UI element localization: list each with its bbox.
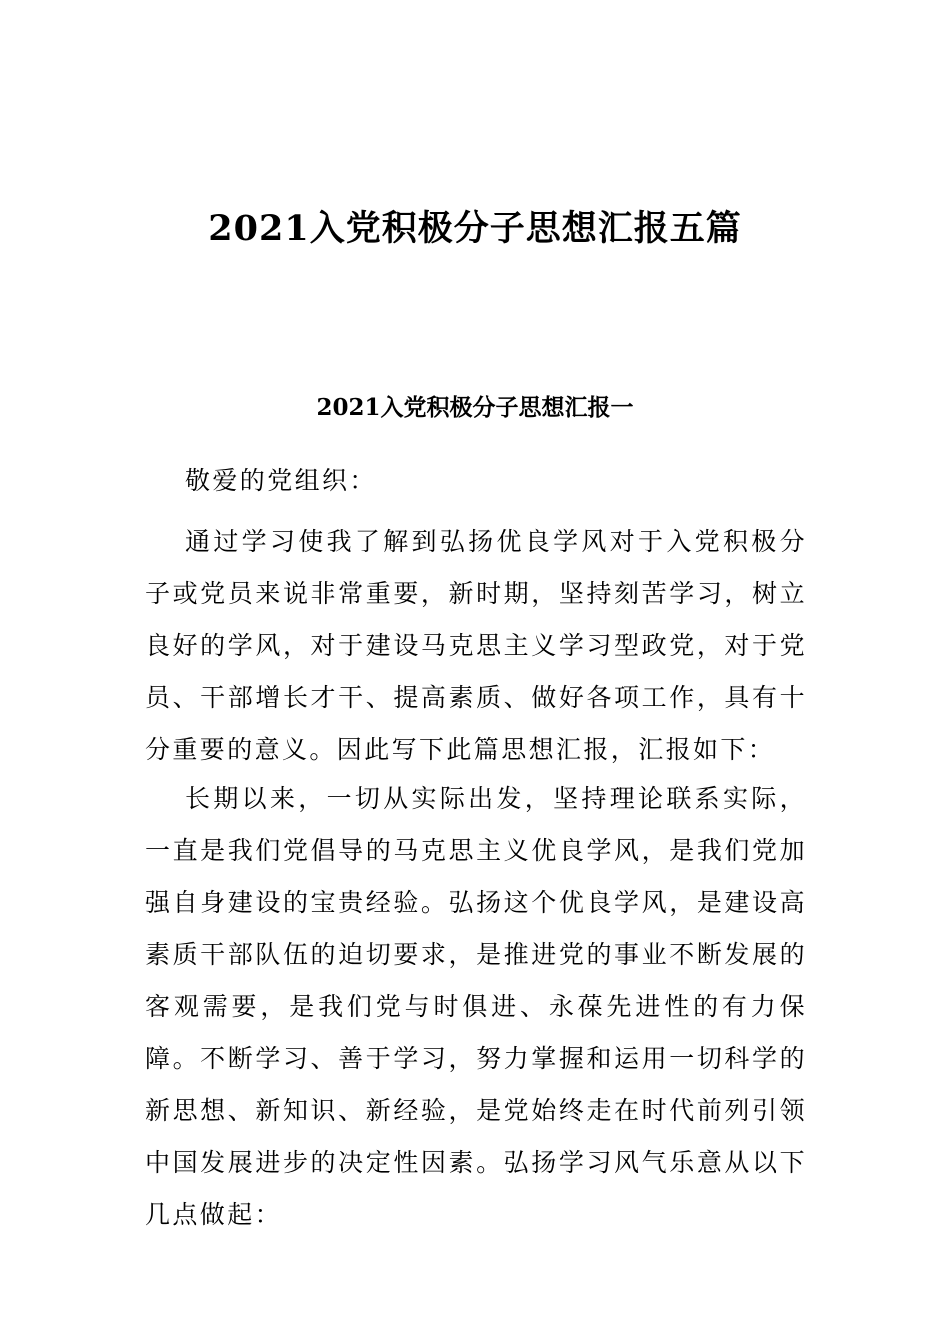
body-paragraph: 通过学习使我了解到弘扬优良学风对于入党积极分子或党员来说非常重要，新时期，坚持刻苦学习，树立良好的学风，对于建设马克思主义学习型政党，对于党员、干部增长才干、提高素质、做好各项工作，具有十分重要的意义。因此写下此篇思想汇报，汇报如下： — [145, 527, 807, 764]
body-paragraph: 长期以来，一切从实际出发，坚持理论联系实际，一直是我们党倡导的马克思主义优良学风，是我们党加强自身建设的宝贵经验。弘扬这个优良学风，是建设高素质干部队伍的迫切要求，是推进党的事业不断发展的客观需要，是我们党与时俱进、永葆先进性的有力保障。不断学习、善于学习，努力掌握和运用一切科学的新思想、新知识、新经验，是党始终走在时代前列引领中国发展进步的决定性因素。弘扬学习风气乐意从以下几点做起： — [145, 784, 807, 1229]
section-heading: 2021入党积极分子思想汇报一 — [316, 394, 634, 421]
salutation: 敬爱的党组织： — [185, 466, 377, 495]
document-title: 2021入党积极分子思想汇报五篇 — [208, 208, 742, 249]
